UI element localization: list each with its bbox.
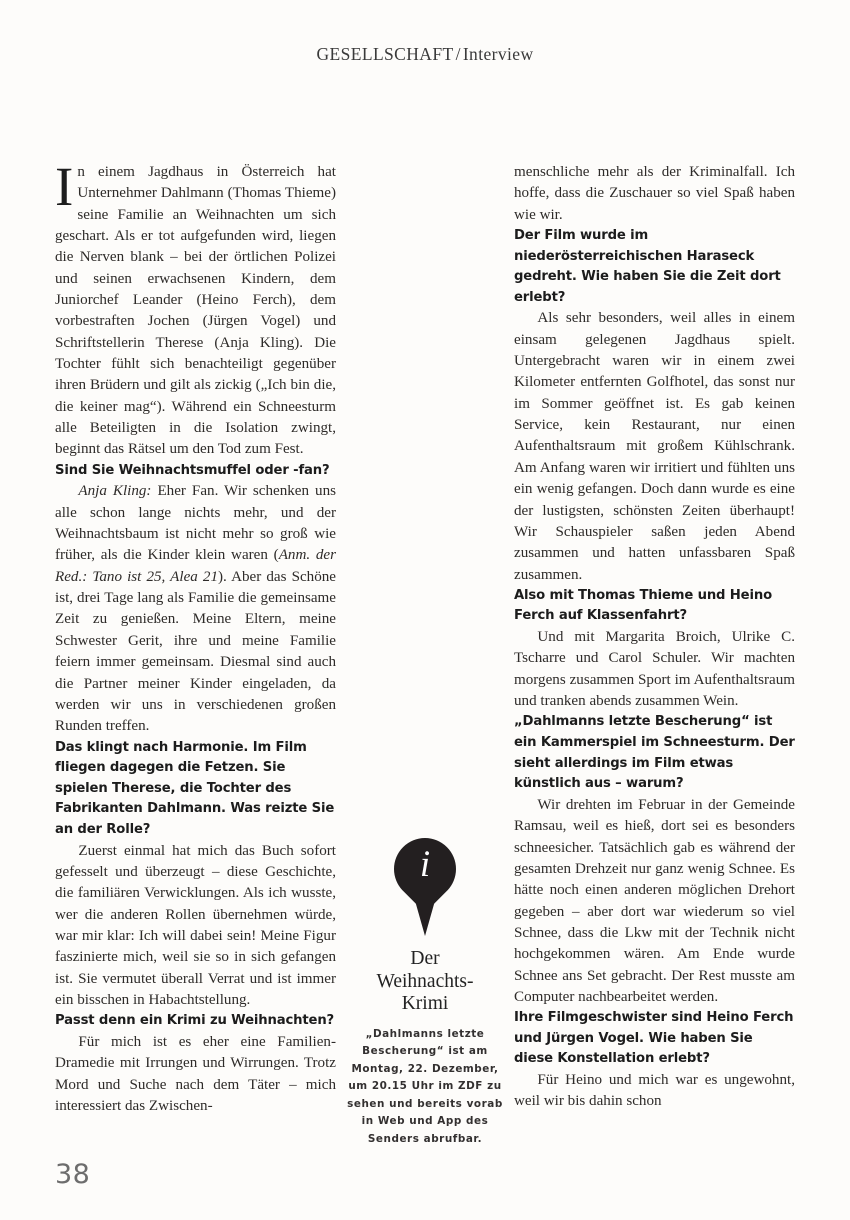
answer-4: Als sehr besonders, weil alles in einem einsam gelegenen Jagdhaus spielt. Untergebracht waren wir in einem zwei Kilometer entfernten Golfhotel, das sonst nur im Sommer geöffnet ist. Es gab keinen Service, kein Restaurant, nur einen Aufenthaltsraum mit großem Kühlschrank. Am Anfang waren wir irritiert und fühlten uns ein wenig gefangen. Doch dann wurde es eine der lustigsten, schönsten Zeiten überhaupt! Wir Schauspieler saßen jeden Abend zusammen und hatten unfassbaren Spaß zusammen. xyxy=(514,310,795,583)
intro-text: n einem Jagdhaus in Österreich hat Unternehmer Dahlmann (Thomas Thieme) seine Familie an Weihnachten um sich geschart. Als er tot aufgefunden wird, liegen die Nerven blank – bei der örtlichen Polizei und seinen erwachsenen Kindern, dem Juniorchef Leander (Heino Ferch), dem vorbestraften Jochen (Jürgen Vogel) und Schriftstellerin Therese (Anja Kling). Die Tochter fühlt sich benachteiligt gegenüber ihren Brüdern und gilt als zickig („Ich bin die, die keiner mag“). Während ein Schneesturm alle Beteiligten in die Isolation zwingt, beginnt das Rätsel um den Tod zum Fest. xyxy=(55,164,336,458)
info-box xyxy=(340,838,510,1149)
question-6: „Dahlmanns letzte Bescherung“ ist ein Kammerspiel im Schneesturm. Der sieht allerdings im Film etwas künstlich aus – warum? xyxy=(514,714,795,792)
question-4: Der Film wurde im niederösterreichischen Haraseck gedreht. Wie haben Sie die Zeit dort erlebt? xyxy=(514,228,781,305)
speaker-attribution: Anja Kling: xyxy=(78,483,152,500)
column-left xyxy=(55,156,337,1117)
info-box-title-line-1: Der xyxy=(410,948,440,969)
info-letter-icon: i xyxy=(419,844,431,885)
info-box-title-line-3: Krimi xyxy=(401,993,449,1014)
intro-paragraph xyxy=(55,156,336,461)
info-box-text: „Dahlmanns letzte Bescherung“ ist am Montag, 22. Dezember, um 20.15 Uhr im ZDF zu sehen und bereits vorab in Web und App des Senders abrufbar. xyxy=(347,1027,503,1146)
answer-3: Für mich ist es eher eine Familien-Dramedie mit Irrungen und Wirrungen. Trotz Mord und Suche nach dem Täter – mich interessiert das Zwischen- xyxy=(55,1033,336,1114)
question-5: Also mit Thomas Thieme und Heino Ferch auf Klassenfahrt? xyxy=(514,587,772,624)
question-2: Das klingt nach Harmonie. Im Film fliegen dagegen die Fetzen. Sie spielen Therese, die Tochter des Fabrikanten Dahlmann. Was reizte Sie an der Rolle? xyxy=(55,739,335,837)
running-head xyxy=(0,44,850,65)
answer-1 xyxy=(55,481,336,737)
running-head-separator: / xyxy=(455,44,461,64)
map-pin-tail xyxy=(412,890,438,936)
answer-3-continuation: menschliche mehr als der Kriminalfall. Ich hoffe, dass die Zuschauer so viel Spaß haben wie wir. xyxy=(514,164,795,223)
info-box-title-line-2: Weihnachts- xyxy=(376,970,474,992)
answer-1-part1: Eher Fan. Wir schenken uns alle schon lange nichts mehr, und der Weihnachtsbaum ist nicht mehr so groß wie früher, als die Kinder klein waren ( xyxy=(55,483,336,564)
page-number: 38 xyxy=(55,1159,91,1190)
answer-6: Wir drehten im Februar in der Gemeinde Ramsau, weil es hieß, dort sei es besonders schneesicher. Tatsächlich gab es während der gesamten Drehzeit nur ganz wenig Schnee. Es hätte noch einen anderen möglichen Drehort gegeben – aber dort war wiederum so viel Schnee, dass die Lkw mit der Technik nicht hochgekommen wären. Am Ende wurde Schnee ans Set gebracht. Der Rest musste am Computer nachbearbeitet werden. xyxy=(514,796,795,1005)
answer-1-part2: ). Aber das Schöne ist, drei Tage lang als Familie die gemeinsame Zeit zu genießen. Meine Eltern, meine Schwester Gerit, ihre und meine Familie feiern immer gemeinsam. Diesmal sind auch die Partner meiner Kinder eingeladen, da werden wir uns in verschiedenen großen Runden treffen. xyxy=(55,568,337,735)
editor-note: Anm. der Red.: Tano ist 25, Alea 21 xyxy=(55,547,336,585)
answer-2: Zuerst einmal hat mich das Buch sofort gefesselt und überzeugt – diese Geschichte, die familiären Verwicklungen. Als ich wusste, wer die anderen Rollen übernehmen würde, war mir klar: Ich will dabei sein! Meine Figur faszinierte mich, weil sie so in sich gefangen ist. Sie vermutet überall Verrat und ist immer ein bisschen in Habachtstellung. xyxy=(55,842,336,1008)
drop-cap: I xyxy=(55,156,74,217)
question-7: Ihre Filmgeschwister sind Heino Ferch und Jürgen Vogel. Wie haben Sie diese Konstellation erlebt? xyxy=(514,1010,794,1067)
running-head-kicker: GESELLSCHAFT xyxy=(316,44,454,64)
running-head-section: Interview xyxy=(462,44,534,64)
question-3: Passt denn ein Krimi zu Weihnachten? xyxy=(55,1013,335,1029)
question-1: Sind Sie Weihnachtsmuffel oder -fan? xyxy=(55,462,330,478)
column-right xyxy=(514,162,795,1113)
answer-7: Für Heino und mich war es ungewohnt, weil wir bis dahin schon xyxy=(514,1072,795,1110)
info-pin-graphic xyxy=(340,838,510,942)
answer-5: Und mit Margarita Broich, Ulrike C. Tscharre und Carol Schuler. Wir machten morgens zusammen Sport im Aufenthaltsraum und tranken abends zusammen Wein. xyxy=(514,629,795,710)
info-box-title xyxy=(340,948,510,1016)
